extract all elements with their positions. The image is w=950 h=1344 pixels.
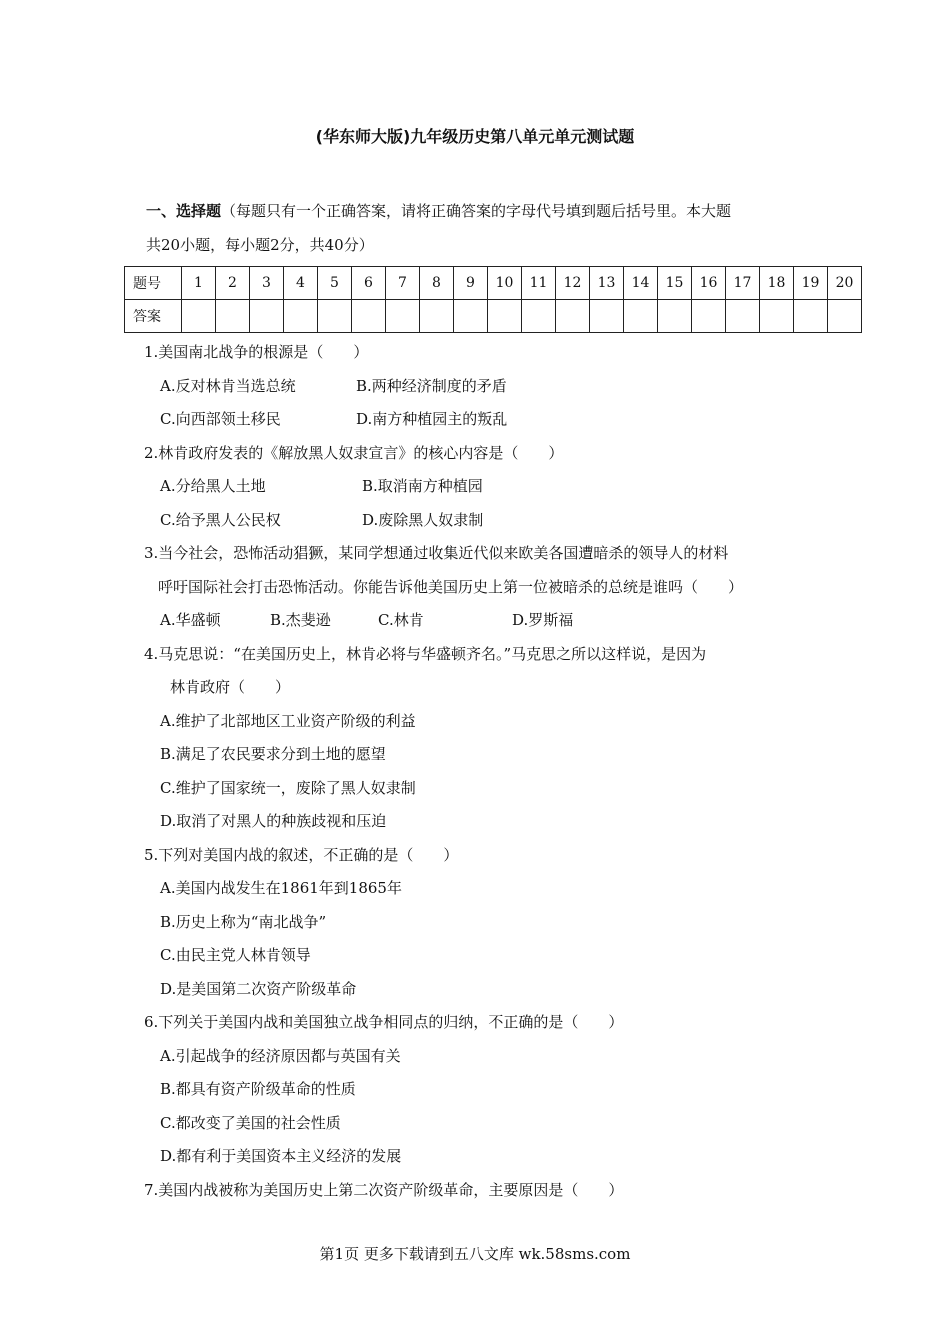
answer-table-number: 16	[692, 267, 726, 300]
answer-table-answer-row	[125, 300, 862, 333]
option: D.废除黑人奴隶制	[362, 510, 484, 529]
question-5	[144, 839, 824, 1007]
option: C.给予黑人公民权	[160, 510, 281, 529]
answer-cell[interactable]	[182, 300, 216, 333]
option: B.都具有资产阶级革命的性质	[160, 1080, 356, 1098]
answer-table-number: 15	[658, 267, 692, 300]
question-6	[144, 1006, 824, 1174]
page-footer: 第1页 更多下载请到五八文库 wk.58sms.com	[319, 1245, 631, 1263]
answer-table-header-number: 题号	[125, 267, 182, 300]
answer-cell[interactable]	[624, 300, 658, 333]
question-stem: 6.下列关于美国内战和美国独立战争相同点的归纳，不正确的是（ ）	[144, 1013, 624, 1031]
answer-table-number-row	[125, 267, 862, 300]
answer-cell[interactable]	[250, 300, 284, 333]
option: C.林肯	[378, 611, 424, 629]
answer-cell[interactable]	[692, 300, 726, 333]
option: A.美国内战发生在1861年到1865年	[160, 879, 402, 897]
option: D.是美国第二次资产阶级革命	[160, 979, 357, 998]
option: B.历史上称为“南北战争”	[160, 912, 327, 931]
option: A.分给黑人土地	[160, 477, 266, 495]
question-3	[144, 537, 824, 638]
option: D.南方种植园主的叛乱	[356, 410, 508, 428]
answer-cell[interactable]	[658, 300, 692, 333]
answer-table-number: 17	[726, 267, 760, 300]
option: C.维护了国家统一，废除了黑人奴隶制	[160, 778, 416, 797]
answer-table	[124, 266, 862, 333]
section-intro	[146, 194, 816, 262]
question-stem: 4.马克思说：“在美国历史上，林肯必将与华盛顿齐名。”马克思之所以这样说，是因为	[144, 644, 707, 663]
answer-table-number: 8	[420, 267, 454, 300]
option: B.满足了农民要求分到土地的愿望	[160, 745, 386, 763]
answer-table-number: 4	[284, 267, 318, 300]
option: C.向西部领土移民	[160, 410, 281, 428]
section-label: 一、选择题	[146, 202, 222, 220]
answer-table-header-answer: 答案	[125, 300, 182, 333]
answer-table-number: 14	[624, 267, 658, 300]
question-2	[144, 437, 824, 538]
answer-cell[interactable]	[794, 300, 828, 333]
option: D.罗斯福	[512, 611, 574, 629]
question-7	[144, 1174, 824, 1208]
option: C.都改变了美国的社会性质	[160, 1113, 341, 1132]
answer-cell[interactable]	[726, 300, 760, 333]
answer-table-number: 11	[522, 267, 556, 300]
answer-cell[interactable]	[352, 300, 386, 333]
answer-cell[interactable]	[590, 300, 624, 333]
answer-cell[interactable]	[488, 300, 522, 333]
question-stem-continued: 呼吁国际社会打击恐怖活动。你能告诉他美国历史上第一位被暗杀的总统是谁吗（ ）	[158, 577, 744, 596]
answer-cell[interactable]	[454, 300, 488, 333]
option: D.都有利于美国资本主义经济的发展	[160, 1147, 402, 1165]
answer-cell[interactable]	[828, 300, 862, 333]
answer-table-number: 2	[216, 267, 250, 300]
option: A.维护了北部地区工业资产阶级的利益	[160, 711, 416, 730]
answer-table-number: 13	[590, 267, 624, 300]
answer-cell[interactable]	[760, 300, 794, 333]
answer-table-number: 18	[760, 267, 794, 300]
answer-cell[interactable]	[318, 300, 352, 333]
option: A.华盛顿	[160, 611, 221, 629]
option-row	[144, 370, 824, 404]
answer-cell[interactable]	[284, 300, 318, 333]
answer-table-number: 10	[488, 267, 522, 300]
answer-cell[interactable]	[386, 300, 420, 333]
answer-table-number: 6	[352, 267, 386, 300]
answer-table-number: 7	[386, 267, 420, 300]
answer-cell[interactable]	[556, 300, 590, 333]
answer-table-number: 19	[794, 267, 828, 300]
question-list	[144, 336, 824, 1207]
answer-table-number: 9	[454, 267, 488, 300]
option: C.由民主党人林肯领导	[160, 946, 311, 964]
answer-table-number: 3	[250, 267, 284, 300]
answer-table-number: 12	[556, 267, 590, 300]
answer-table-number: 1	[182, 267, 216, 300]
option: A.引起战争的经济原因都与英国有关	[160, 1046, 401, 1065]
question-stem: 7.美国内战被称为美国历史上第二次资产阶级革命，主要原因是（ ）	[144, 1180, 624, 1199]
option: B.杰斐逊	[270, 611, 331, 629]
question-stem: 2.林肯政府发表的《解放黑人奴隶宣言》的核心内容是（ ）	[144, 443, 564, 462]
answer-cell[interactable]	[522, 300, 556, 333]
option-row	[144, 504, 824, 538]
question-stem: 5.下列对美国内战的叙述，不正确的是（ ）	[144, 845, 459, 864]
option-row	[144, 470, 824, 504]
section-instruction-1: （每题只有一个正确答案，请将正确答案的字母代号填到题后括号里。本大题	[221, 202, 732, 220]
answer-table-number: 20	[828, 267, 862, 300]
option-row	[144, 403, 824, 437]
question-stem: 3.当今社会，恐怖活动猖獗，某同学想通过收集近代似来欧美各国遭暗杀的领导人的材料	[144, 544, 729, 562]
option: B.两种经济制度的矛盾	[356, 376, 507, 395]
option: B.取消南方种植园	[362, 477, 483, 495]
answer-table-number: 5	[318, 267, 352, 300]
question-4	[144, 638, 824, 839]
question-1	[144, 336, 824, 437]
section-instruction-2: 共20小题，每小题2分，共40分）	[146, 236, 374, 254]
answer-cell[interactable]	[216, 300, 250, 333]
page-title: (华东师大版)九年级历史第八单元单元测试题	[315, 127, 635, 146]
question-stem-continued: 林肯政府（ ）	[170, 678, 291, 696]
option-row	[144, 604, 824, 638]
answer-cell[interactable]	[420, 300, 454, 333]
option: A.反对林肯当选总统	[160, 376, 296, 395]
question-stem: 1.美国南北战争的根源是（ ）	[144, 343, 369, 361]
option: D.取消了对黑人的种族歧视和压迫	[160, 812, 387, 830]
